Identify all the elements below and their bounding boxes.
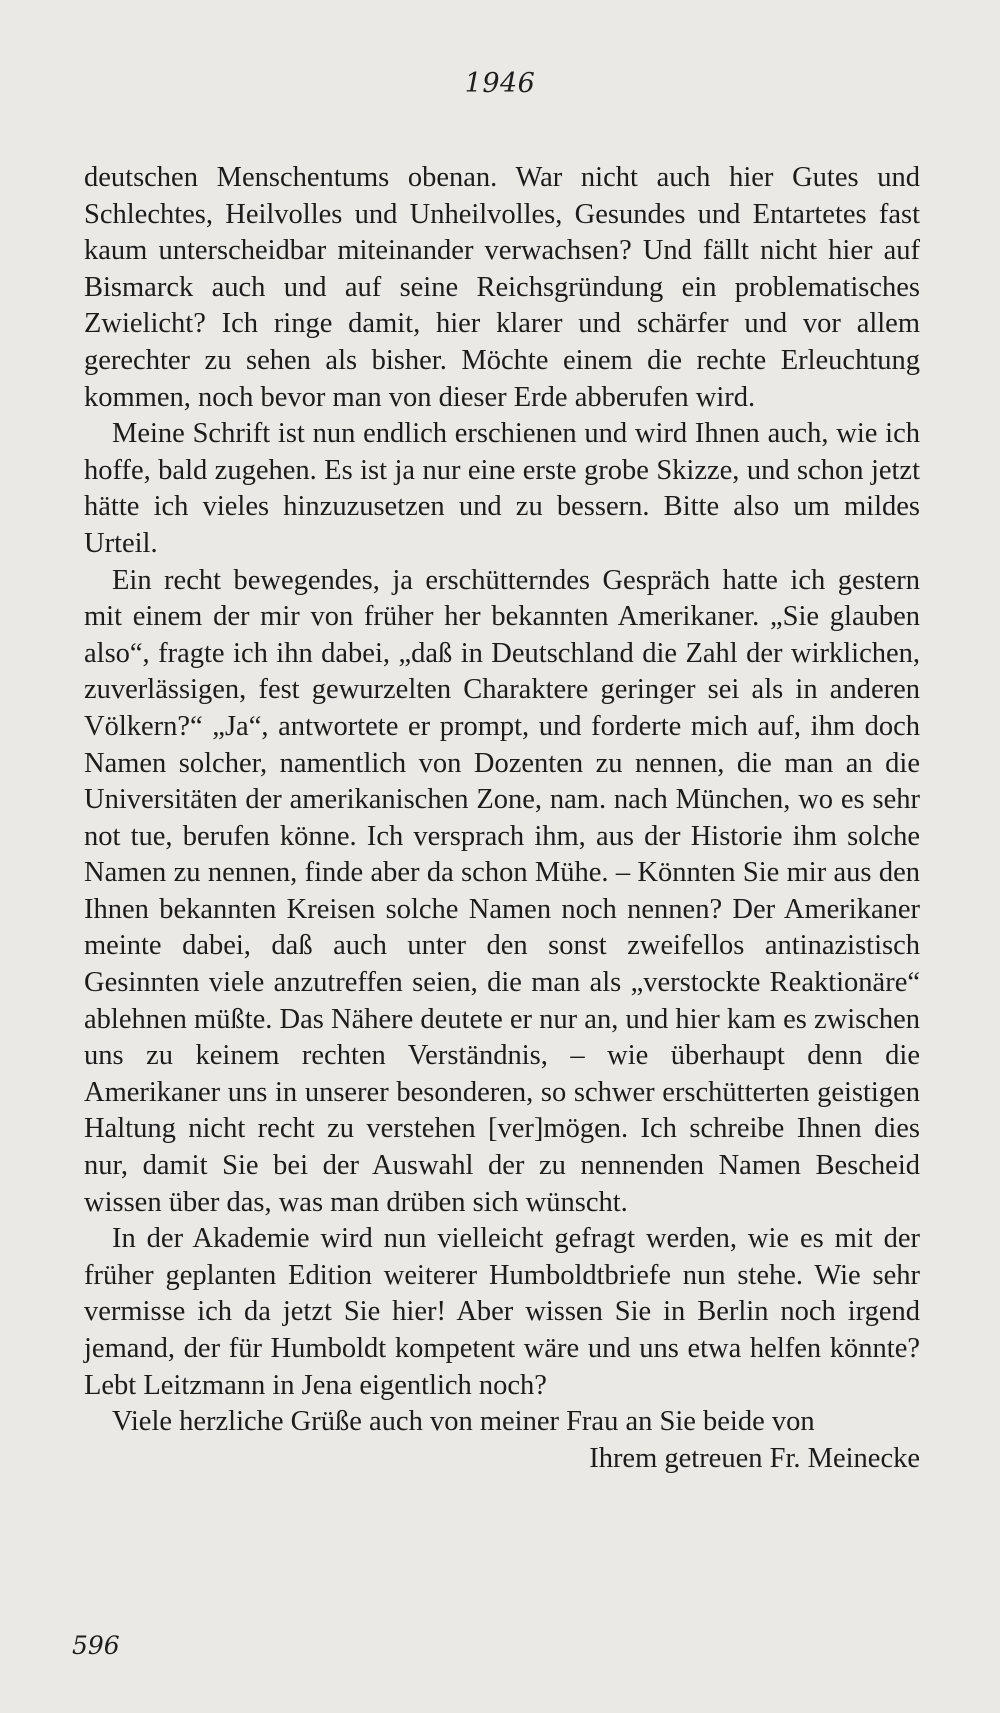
signature: Ihrem getreuen Fr. Meinecke: [589, 1442, 920, 1474]
paragraph-greeting: Viele herzliche Grüße auch von meiner Frau an Sie beide von: [112, 1406, 815, 1438]
letter-body: [84, 160, 920, 1477]
paragraph-schrift: Meine Schrift ist nun endlich erschienen und wird Ihnen auch, wie ich hoffe, bald zugehen. Es ist ja nur eine erste grobe Skizze, und schon jetzt hätte ich vieles hinzuzusetzen und zu bessern. Bitte also um mildes Urteil.: [84, 418, 920, 559]
paragraph-continuation: deutschen Menschentums obenan. War nicht auch hier Gutes und Schlechtes, Heilvolles und Unheilvolles, Gesundes und Entartetes fast kaum unterscheidbar miteinander verwachsen? Und fällt nicht hier auf Bismarck auch und auf seine Reichsgründung ein problematisches Zwielicht? Ich ringe damit, hier klarer und schärfer und vor allem gerechter zu sehen als bisher. Möchte einem die rechte Erleuchtung kommen, noch bevor man von dieser Erde abberufen wird.: [84, 162, 920, 413]
page-number: 596: [72, 1631, 120, 1660]
running-head-year: 1946: [464, 68, 536, 99]
paragraph-akademie: In der Akademie wird nun vielleicht gefragt werden, wie es mit der früher geplanten Edition weiterer Humboldtbriefe nun stehe. Wie sehr vermisse ich da jetzt Sie hier! Aber wissen Sie in Berlin noch irgend jemand, der für Humboldt kompetent wäre und uns etwa helfen könnte? Lebt Leitzmann in Jena eigentlich noch?: [84, 1223, 920, 1401]
paragraph-gespraech: Ein recht bewegendes, ja erschütterndes Gespräch hatte ich gestern mit einem der mir von früher her bekannten Amerikaner. „Sie glauben also“, fragte ich ihn dabei, „daß in Deutschland die Zahl der wirklichen, zuverlässigen, fest gewurzelten Charaktere geringer sei als in anderen Völkern?“ „Ja“, antwortete er prompt, und forderte mich auf, ihm doch Namen solcher, namentlich von Dozenten zu nennen, die man an die Universitäten der amerikanischen Zone, nam. nach München, wo es sehr not tue, berufen könne. Ich versprach ihm, aus der Historie ihm solche Namen zu nennen, finde aber da schon Mühe. – Könnten Sie mir aus den Ihnen bekannten Kreisen solche Namen noch nennen? Der Amerikaner meinte dabei, daß auch unter den sonst zweifellos antinazistisch Gesinnten viele anzutreffen seien, die man als „verstockte Reaktionäre“ ablehnen müßte. Das Nähere deutete er nur an, und hier kam es zwischen uns zu keinem rechten Verständnis, – wie überhaupt denn die Amerikaner uns in unserer besonderen, so schwer erschütterten geistigen Haltung nicht recht zu verstehen [ver]mögen. Ich schreibe Ihnen dies nur, damit Sie bei der Auswahl der zu nennenden Namen Bescheid wissen über das, was man drüben sich wünscht.: [84, 564, 920, 1218]
